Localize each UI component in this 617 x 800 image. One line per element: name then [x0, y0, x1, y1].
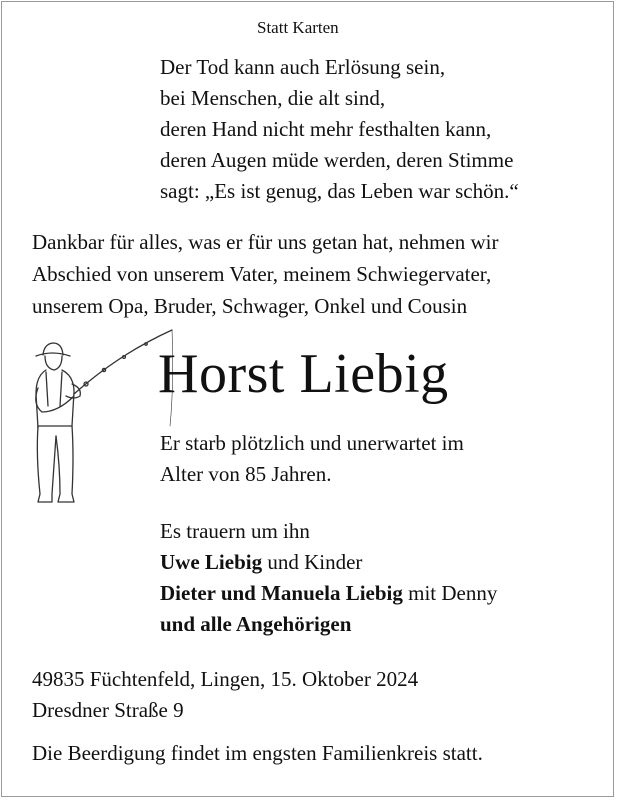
mourner-line	[160, 609, 497, 640]
address-line: Dresdner Straße 9	[32, 698, 184, 722]
poem-line: bei Menschen, die alt sind,	[160, 86, 386, 110]
mourner-line	[160, 578, 497, 609]
obituary-card	[1, 1, 614, 797]
mourners-intro: Es trauern um ihn	[160, 519, 310, 543]
intro-line: Dankbar für alles, was er für uns getan hat, nehmen wir	[32, 230, 499, 254]
mourner-name: Uwe Liebig	[160, 550, 263, 574]
mourner-suffix: und Kinder	[262, 550, 363, 574]
poem-line: deren Hand nicht mehr festhalten kann,	[160, 117, 492, 141]
address-line: 49835 Füchtenfeld, Lingen, 15. Oktober 2024	[32, 667, 419, 691]
fisherman-with-rod-icon	[24, 326, 174, 510]
mourner-suffix: mit Denny	[402, 581, 498, 605]
poem-line: deren Augen müde werden, deren Stimme	[160, 148, 514, 172]
intro-text	[32, 226, 499, 322]
poem-line: Der Tod kann auch Erlösung sein,	[160, 55, 446, 79]
mourner-name: und alle Angehörigen	[160, 612, 352, 636]
death-notice-line: Alter von 85 Jahren.	[160, 462, 332, 486]
mourners	[160, 516, 497, 640]
deceased-name: Horst Liebig	[158, 343, 449, 405]
address	[32, 664, 418, 726]
intro-line: Abschied von unserem Vater, meinem Schwiegervater,	[32, 262, 492, 286]
funeral-note: Die Beerdigung findet im engsten Familienkreis statt.	[32, 741, 483, 765]
death-notice	[160, 428, 464, 490]
poem	[160, 52, 519, 207]
death-notice-line: Er starb plötzlich und unerwartet im	[160, 431, 464, 455]
poem-line: sagt: „Es ist genug, das Leben war schön.“	[160, 179, 519, 203]
intro-line: unserem Opa, Bruder, Schwager, Onkel und Cousin	[32, 294, 468, 318]
mourner-name: Dieter und Manuela Liebig	[160, 581, 403, 605]
mourner-line	[160, 547, 497, 578]
statt-karten-header: Statt Karten	[257, 18, 339, 37]
